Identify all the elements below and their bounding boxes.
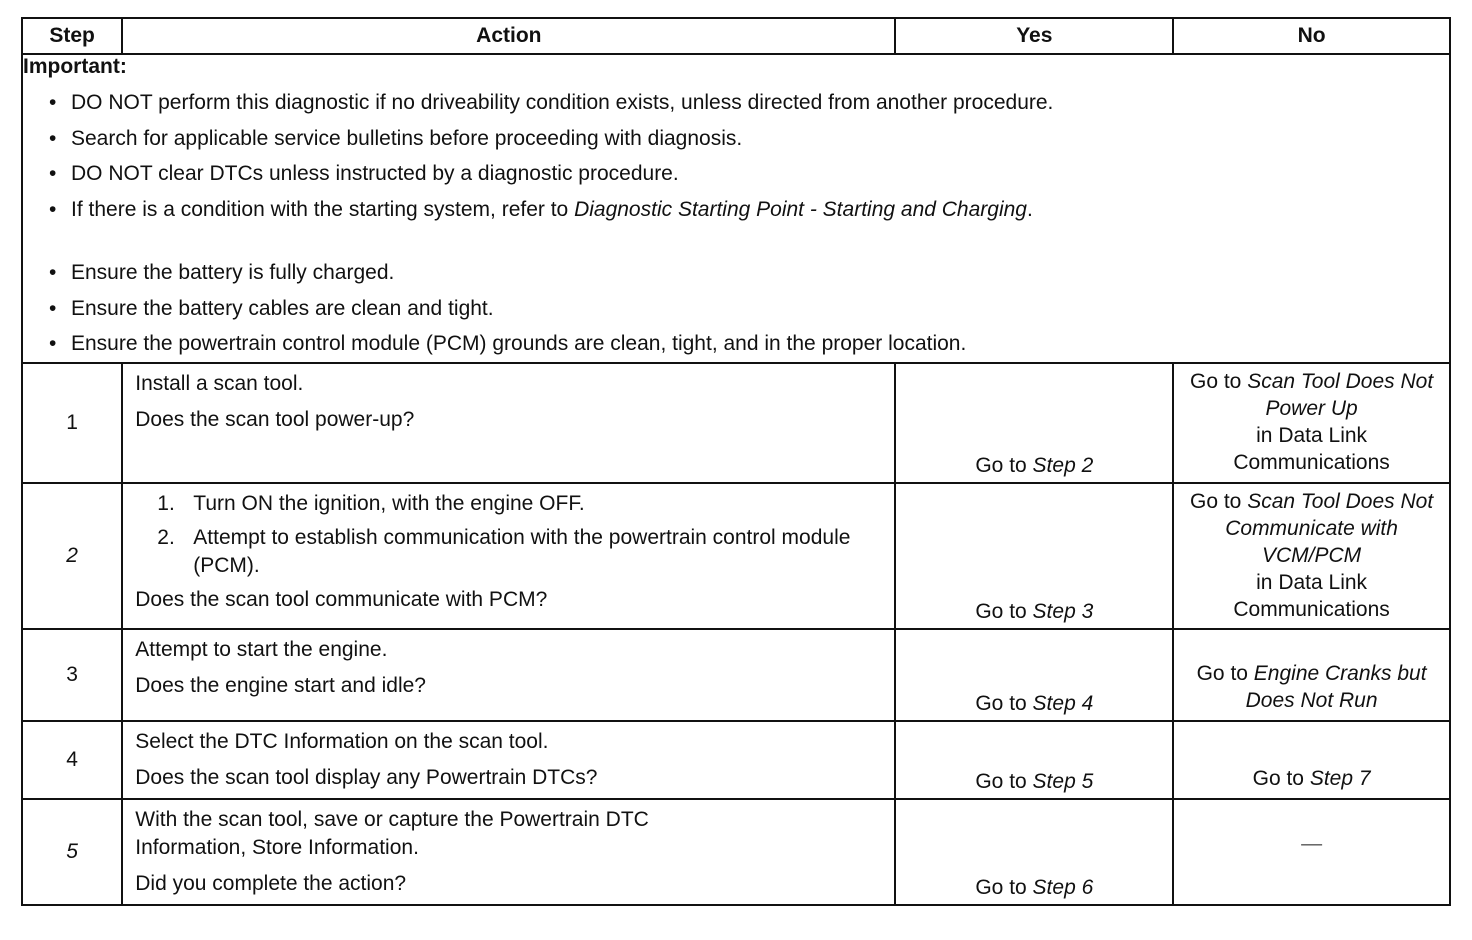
no-prefix: Go to (1252, 766, 1310, 790)
reference-suffix: . (1026, 197, 1033, 221)
important-bullet: • Ensure the battery is fully charged. (49, 255, 1449, 291)
no-suffix: in Data Link Communications (1233, 423, 1390, 474)
step-number: 2 (22, 483, 122, 629)
yes-target: Step 5 (1032, 769, 1094, 793)
no-suffix: in Data Link Communications (1233, 570, 1390, 621)
yes-cell (895, 721, 1173, 799)
yes-prefix: Go to (975, 769, 1033, 793)
action-question: Does the scan tool communicate with PCM? (135, 587, 548, 611)
yes-cell (895, 483, 1173, 629)
important-bullet-reference (49, 192, 1449, 228)
no-target: Step 7 (1309, 766, 1371, 790)
step-action (122, 483, 895, 629)
step-action (122, 629, 895, 721)
no-prefix: Go to (1196, 661, 1254, 685)
substep-text: Attempt to establish communication with the powertrain control module (PCM). (193, 525, 851, 577)
no-cell (1173, 799, 1450, 905)
reference-link: Diagnostic Starting Point - Starting and Charging (574, 197, 1027, 221)
action-question: Does the scan tool display any Powertrain DTCs? (135, 765, 598, 789)
yes-target: Step 6 (1032, 875, 1094, 899)
yes-prefix: Go to (975, 691, 1033, 715)
step-row-2 (22, 483, 1450, 629)
important-bullet: • Ensure the powertrain control module (PCM) grounds are clean, tight, and in the proper location. (49, 326, 1449, 362)
important-notes (22, 54, 1450, 363)
diagnostic-table (21, 17, 1451, 906)
substep (135, 524, 884, 580)
no-target: Engine Cranks but Does Not Run (1245, 661, 1427, 712)
step-number: 4 (22, 721, 122, 799)
header-yes: Yes (895, 18, 1173, 54)
yes-prefix: Go to (975, 875, 1033, 899)
action-question: Does the scan tool power-up? (135, 407, 415, 431)
substep-number: 1. (157, 491, 175, 515)
no-target: Scan Tool Does Not Communicate with VCM/PCM (1225, 489, 1434, 567)
yes-target: Step 2 (1032, 453, 1094, 477)
yes-cell (895, 363, 1173, 483)
action-text: Select the DTC Information on the scan tool. (135, 729, 549, 753)
important-list-b (23, 255, 1449, 362)
no-dash: — (1301, 831, 1323, 855)
yes-cell (895, 799, 1173, 905)
step-action (122, 721, 895, 799)
action-text: Attempt to start the engine. (135, 637, 388, 661)
substep-text: Turn ON the ignition, with the engine OFF. (193, 491, 585, 515)
step-number: 3 (22, 629, 122, 721)
step-row-1 (22, 363, 1450, 483)
action-question: Did you complete the action? (135, 871, 407, 895)
no-cell (1173, 483, 1450, 629)
reference-prefix: If there is a condition with the starting system, refer to (71, 197, 575, 221)
action-question: Does the engine start and idle? (135, 673, 426, 697)
action-text: Install a scan tool. (135, 371, 304, 395)
step-row-5 (22, 799, 1450, 905)
yes-prefix: Go to (975, 453, 1033, 477)
step-action (122, 799, 895, 905)
no-prefix: Go to (1189, 489, 1248, 513)
yes-target: Step 4 (1032, 691, 1094, 715)
important-bullet: • DO NOT clear DTCs unless instructed by a diagnostic procedure. (49, 156, 1449, 192)
step-row-3 (22, 629, 1450, 721)
no-cell (1173, 629, 1450, 721)
important-bullet: • Ensure the battery cables are clean and tight. (49, 291, 1449, 327)
no-target: Scan Tool Does Not Power Up (1247, 369, 1434, 420)
no-cell (1173, 721, 1450, 799)
no-prefix: Go to (1189, 369, 1248, 393)
step-action (122, 363, 895, 483)
substep-number: 2. (157, 525, 175, 549)
step-number: 1 (22, 363, 122, 483)
step-row-4 (22, 721, 1450, 799)
header-row (22, 18, 1450, 54)
step-number: 5 (22, 799, 122, 905)
important-bullet: • Search for applicable service bulletins before proceeding with diagnosis. (49, 121, 1449, 157)
header-step: Step (22, 18, 122, 54)
yes-prefix: Go to (975, 599, 1033, 623)
important-list-a (23, 85, 1449, 227)
yes-target: Step 3 (1032, 599, 1094, 623)
spacer (23, 227, 1449, 255)
yes-cell (895, 629, 1173, 721)
important-row (22, 54, 1450, 363)
header-no: No (1173, 18, 1450, 54)
important-title: Important: (23, 55, 127, 78)
action-substeps (135, 490, 884, 580)
substep (135, 490, 884, 518)
action-text: With the scan tool, save or capture the Powertrain DTC Information, Store Information. (135, 807, 649, 859)
header-action: Action (122, 18, 895, 54)
no-cell (1173, 363, 1450, 483)
important-bullet: • DO NOT perform this diagnostic if no driveability condition exists, unless directed from another procedure. (49, 85, 1449, 121)
